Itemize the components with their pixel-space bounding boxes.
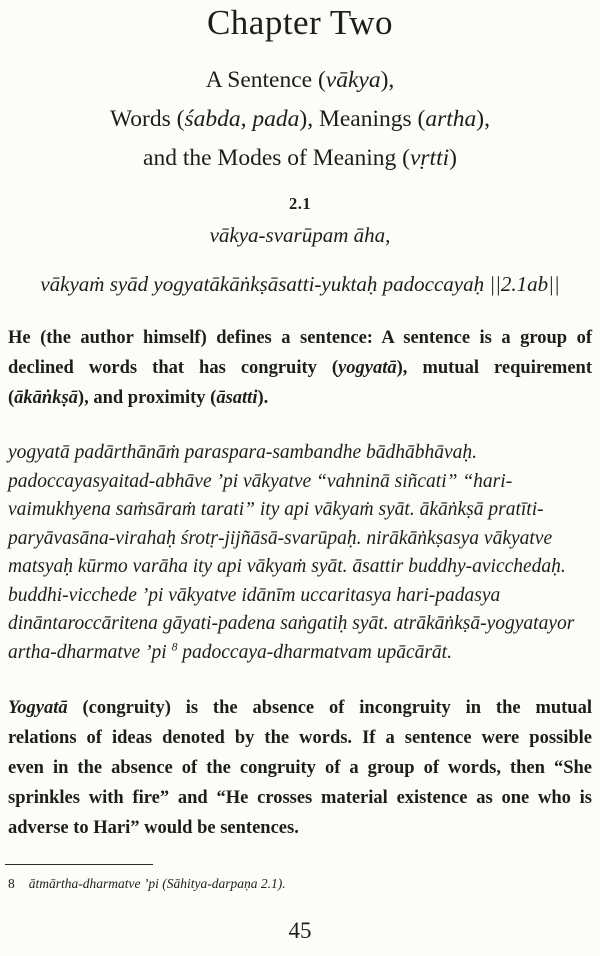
text-line: [8, 139, 592, 178]
text-segment: and the Modes of Meaning (: [143, 145, 410, 171]
text-line: [8, 525, 592, 554]
text-segment: sprinkles with fire” and “He crosses material existence as one who is: [8, 788, 592, 808]
text-segment: ), mutual requirement: [396, 358, 592, 378]
text-segment: artha-dharmatve ’pi: [8, 641, 172, 663]
chapter-title: Chapter Two: [206, 3, 394, 42]
text-line: [8, 61, 592, 100]
verse-intro-sanskrit: vākya-svarūpam āha,: [209, 223, 391, 247]
text-segment: A Sentence (: [205, 67, 326, 93]
page-number: 45: [288, 918, 312, 943]
text-segment: matsyaḥ kūrmo varāha ity api vākyaṁ syāt. āsattir buddhy-avicchedaḥ.: [8, 556, 566, 577]
text-segment: ),: [380, 67, 395, 93]
text-line: [8, 639, 592, 668]
text-segment: (congruity) is the absence of incongruity in the mutual: [67, 698, 592, 718]
text-segment: vaimukhyena saṁsāraṁ tarati” ity api vākyaṁ syāt. ākāṅkṣā pratīti-: [8, 499, 544, 520]
verse-text-sanskrit: vākyaṁ syād yogyatākāṅkṣāsatti-yuktaḥ padoccayaḥ ||2.1ab||: [40, 272, 560, 296]
text-segment: declined words that has congruity (: [8, 358, 339, 378]
text-segment: buddhi-vicchede ’pi vākyatve idānīm uccaritasya hari-padasya: [8, 584, 501, 606]
text-segment: ): [449, 145, 457, 171]
translation-paragraph-1: [8, 323, 592, 413]
text-segment: dināntaroccāritena gāyati-padena saṅgatiḥ syāt. atrākāṅkṣā-yogyatayor: [8, 613, 575, 634]
text-segment: yogyatā padārthānāṁ paraspara-sambandhe bādhābhāvaḥ.: [8, 442, 478, 463]
translation-paragraph-2: [8, 693, 592, 843]
footnote-rule: [5, 864, 153, 865]
text-segment: ātmārtha-dharmatve ’pi (Sāhitya-darpaṇa 2.1).: [28, 876, 286, 891]
text-segment: ), Meanings (: [299, 106, 426, 132]
verse-number: 2.1: [288, 194, 312, 213]
text-line: [8, 496, 592, 525]
text-line: [8, 610, 592, 639]
text-line: [8, 383, 592, 413]
footnote: [8, 874, 592, 894]
text-line: [8, 753, 592, 783]
text-segment: vākya: [325, 67, 381, 93]
text-segment: relations of ideas denoted by the words. If a sentence were possible: [8, 728, 592, 748]
text-line: [8, 582, 592, 611]
text-line: [8, 439, 592, 468]
text-segment: padoccaya-dharmatvam upācārāt.: [177, 641, 452, 663]
text-segment: ākāṅkṣā: [14, 388, 78, 408]
text-segment: vṛtti: [409, 145, 450, 171]
text-segment: Yogyatā: [8, 698, 68, 718]
text-segment: paryāvasāna-virahaḥ śrotṛ-jijñāsā-svarūpaḥ. nirākāṅkṣasya vākyatve: [8, 527, 553, 549]
text-line: [8, 323, 592, 353]
text-segment: ),: [476, 106, 490, 132]
text-line: [8, 693, 592, 723]
text-segment: even in the absence of the congruity of a group of words, then “She: [8, 758, 592, 778]
footnote-reference-superscript: 8: [171, 640, 178, 653]
chapter-subtitle: [8, 61, 592, 178]
text-segment: (: [8, 388, 15, 408]
text-segment: śabda, pada: [184, 106, 300, 132]
text-segment: padoccayasyaitad-abhāve ’pi vākyatve “vahninā siñcati” “hari-: [8, 470, 513, 492]
text-segment: ), and proximity (: [77, 388, 217, 408]
sanskrit-commentary-paragraph: [8, 439, 592, 667]
text-segment: He (the author himself) defines a sentence: A sentence is a group of: [8, 328, 592, 348]
text-segment: ).: [257, 388, 269, 408]
text-line: [8, 553, 592, 582]
text-line: [8, 813, 592, 843]
text-line: [8, 783, 592, 813]
text-segment: āsatti: [216, 388, 258, 408]
text-line: [8, 723, 592, 753]
text-line: [8, 468, 592, 497]
text-segment: yogyatā: [338, 358, 397, 378]
text-line: [8, 100, 592, 139]
text-segment: artha: [425, 106, 477, 132]
footnote-text: [29, 876, 286, 891]
text-segment: adverse to Hari” would be sentences.: [8, 818, 299, 838]
footnote-marker: 8: [8, 876, 15, 891]
text-segment: Words (: [110, 106, 185, 132]
text-line: [8, 353, 592, 383]
